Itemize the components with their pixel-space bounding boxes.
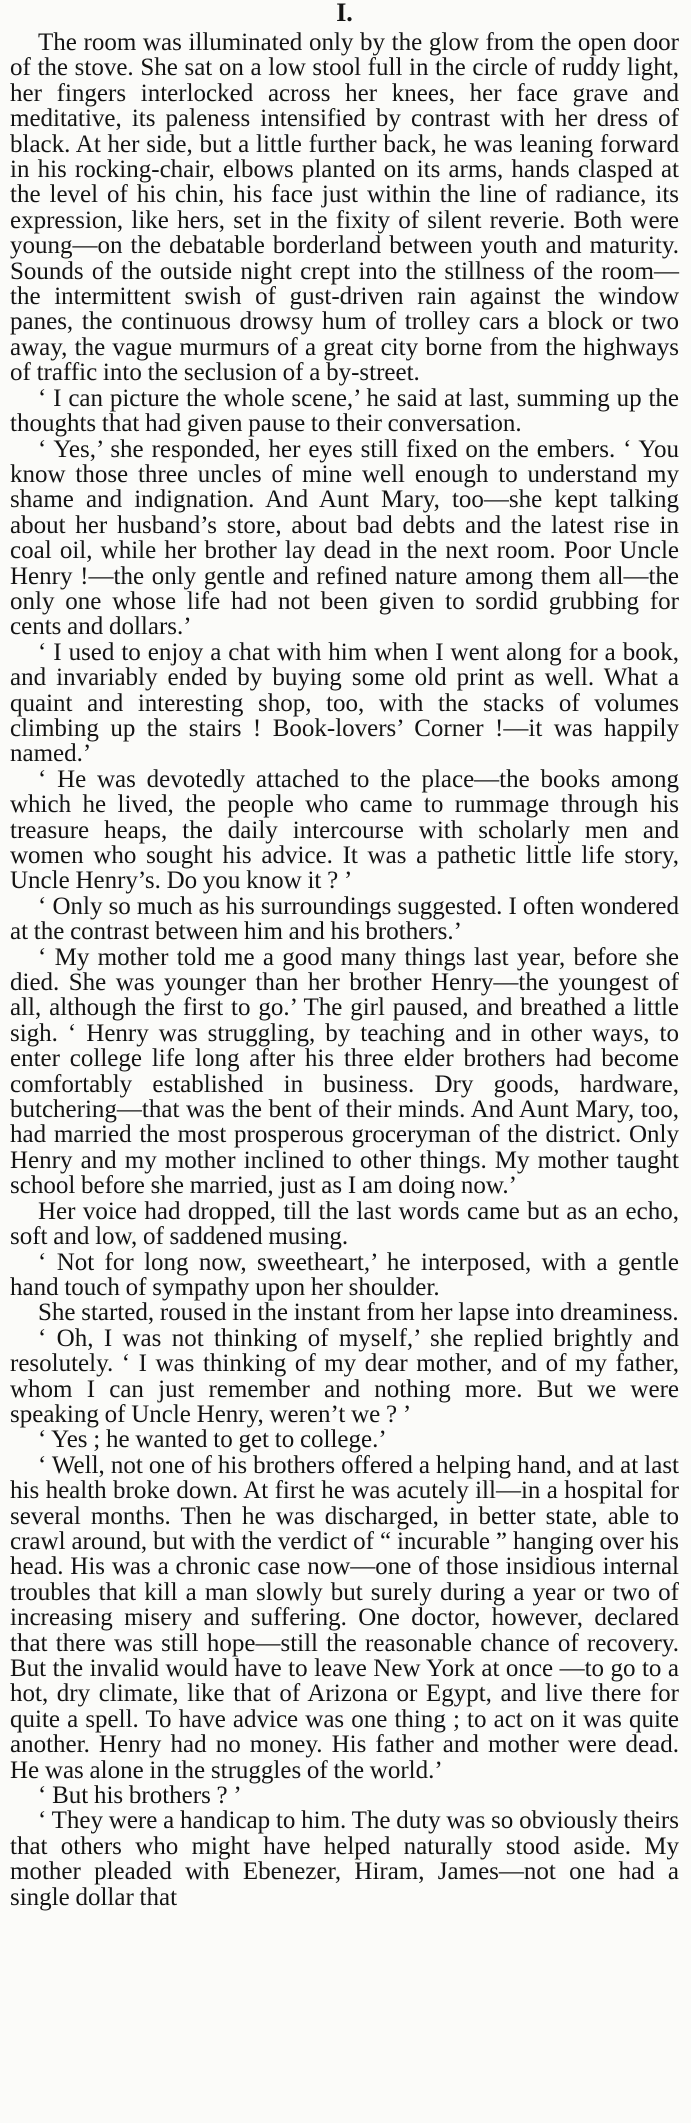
paragraph-dialogue: ‘ Only so much as his surroundings suggested. I often wondered at the contrast between him and his brothers.’ <box>10 892 679 946</box>
chapter-heading: I. <box>336 0 353 27</box>
paragraph-dialogue: ‘ Yes,’ she responded, her eyes still fixed on the embers. ‘ You know those three uncles of mine well enough to understand my shame and indignation. And Aunt Mary, too—she kept talking about her husband’s store, about bad debts and the latest rise in coal oil, while her brother lay dead in the next room. Poor Uncle Henry !—the only gentle and refined nature among them all—the only one whose life had not been given to sordid grubbing for cents and dollars.’ <box>10 435 679 641</box>
paragraph-dialogue: ‘ I used to enjoy a chat with him when I went along for a book, and invariably ended by buying some old print as well. What a quaint and interesting shop, too, with the stacks of volumes climbing up the stairs ! Book-lovers’ Corner !—it was happily named.’ <box>10 638 679 768</box>
story-text <box>10 30 679 1910</box>
paragraph-dialogue: ‘ Yes ; he wanted to get to college.’ <box>38 1426 387 1454</box>
paragraph-dialogue: ‘ My mother told me a good many things last year, before she died. She was younger than her brother Henry—the youngest of all, although the first to go.’ The girl paused, and breathed a little sigh. ‘ Henry was struggling, by teaching and in other ways, to enter college life long after his three elder brothers had become comfortably established in business. Dry goods, hardware, butchering—that was the bent of their minds. And Aunt Mary, too, had married the most prosperous groceryman of the district. Only Henry and my mother inclined to other things. My mother taught school before she married, just as I am doing now.’ <box>10 943 679 1200</box>
paragraph-dialogue: ‘ They were a handicap to him. The duty was so obviously theirs that others who might have helped naturally stood aside. My mother pleaded with Ebenezer, Hiram, James—not one had a single dollar that <box>10 1807 679 1911</box>
paragraph-dialogue: ‘ Oh, I was not thinking of myself,’ she replied brightly and resolutely. ‘ I was thinking of my dear mother, and of my father, whom I can just remember and nothing more. But we were speaking of Uncle Henry, weren’t we ? ’ <box>10 1324 679 1428</box>
paragraph-narration: She started, roused in the instant from her lapse into dreaminess. <box>38 1299 679 1327</box>
paragraph-dialogue: ‘ But his brothers ? ’ <box>38 1782 242 1810</box>
paragraph-dialogue: ‘ Not for long now, sweetheart,’ he interposed, with a gentle hand touch of sympathy upon her shoulder. <box>10 1248 679 1301</box>
paragraph-opening: The room was illuminated only by the glow from the open door of the stove. She sat on a low stool full in the circle of ruddy light, her fingers interlocked across her knees, her face grave and meditative, its paleness intensified by contrast with her dress of black. At her side, but a little further back, he was leaning forward in his rocking-chair, elbows planted on its arms, hands clasped at the level of his chin, his face just within the line of radiance, its expression, like hers, set in the fixity of silent reverie. Both were young—on the debatable borderland between youth and maturity. Sounds of the outside night crept into the stillness of the room—the intermittent swish of gust-driven rain against the window panes, the continuous drowsy hum of trolley cars a block or two away, the vague murmurs of a great city borne from the highways of traffic into the seclusion of a by-street. <box>10 29 679 387</box>
paragraph-dialogue: ‘ Well, not one of his brothers offered a helping hand, and at last his health broke down. At first he was acutely ill—in a hospital for several months. Then he was discharged, in better state, able to crawl around, but with the verdict of “ incurable ” hanging over his head. His was a chronic case now—one of those insidious internal troubles that kill a man slowly but surely during a year or two of increasing misery and suffering. One doctor, however, declared that there was still hope—still the reasonable chance of recovery. But the invalid would have to leave New York at once —to go to a hot, dry climate, like that of Arizona or Egypt, and live there for quite a spell. To have advice was one thing ; to act on it was quite another. Henry had no money. His father and mother were dead. He was alone in the struggles of the world.’ <box>10 1451 679 1784</box>
paragraph-dialogue: ‘ He was devotedly attached to the place—the books among which he lived, the people who came to rummage through his treasure heaps, the daily intercourse with scholarly men and women who sought his advice. It was a pathetic little life story, Uncle Henry’s. Do you know it ? ’ <box>10 765 679 895</box>
paragraph-dialogue: ‘ I can picture the whole scene,’ he said at last, summing up the thoughts that had given pause to their conversation. <box>10 384 679 438</box>
paragraph-narration: Her voice had dropped, till the last words came but as an echo, soft and low, of saddened musing. <box>10 1197 679 1251</box>
